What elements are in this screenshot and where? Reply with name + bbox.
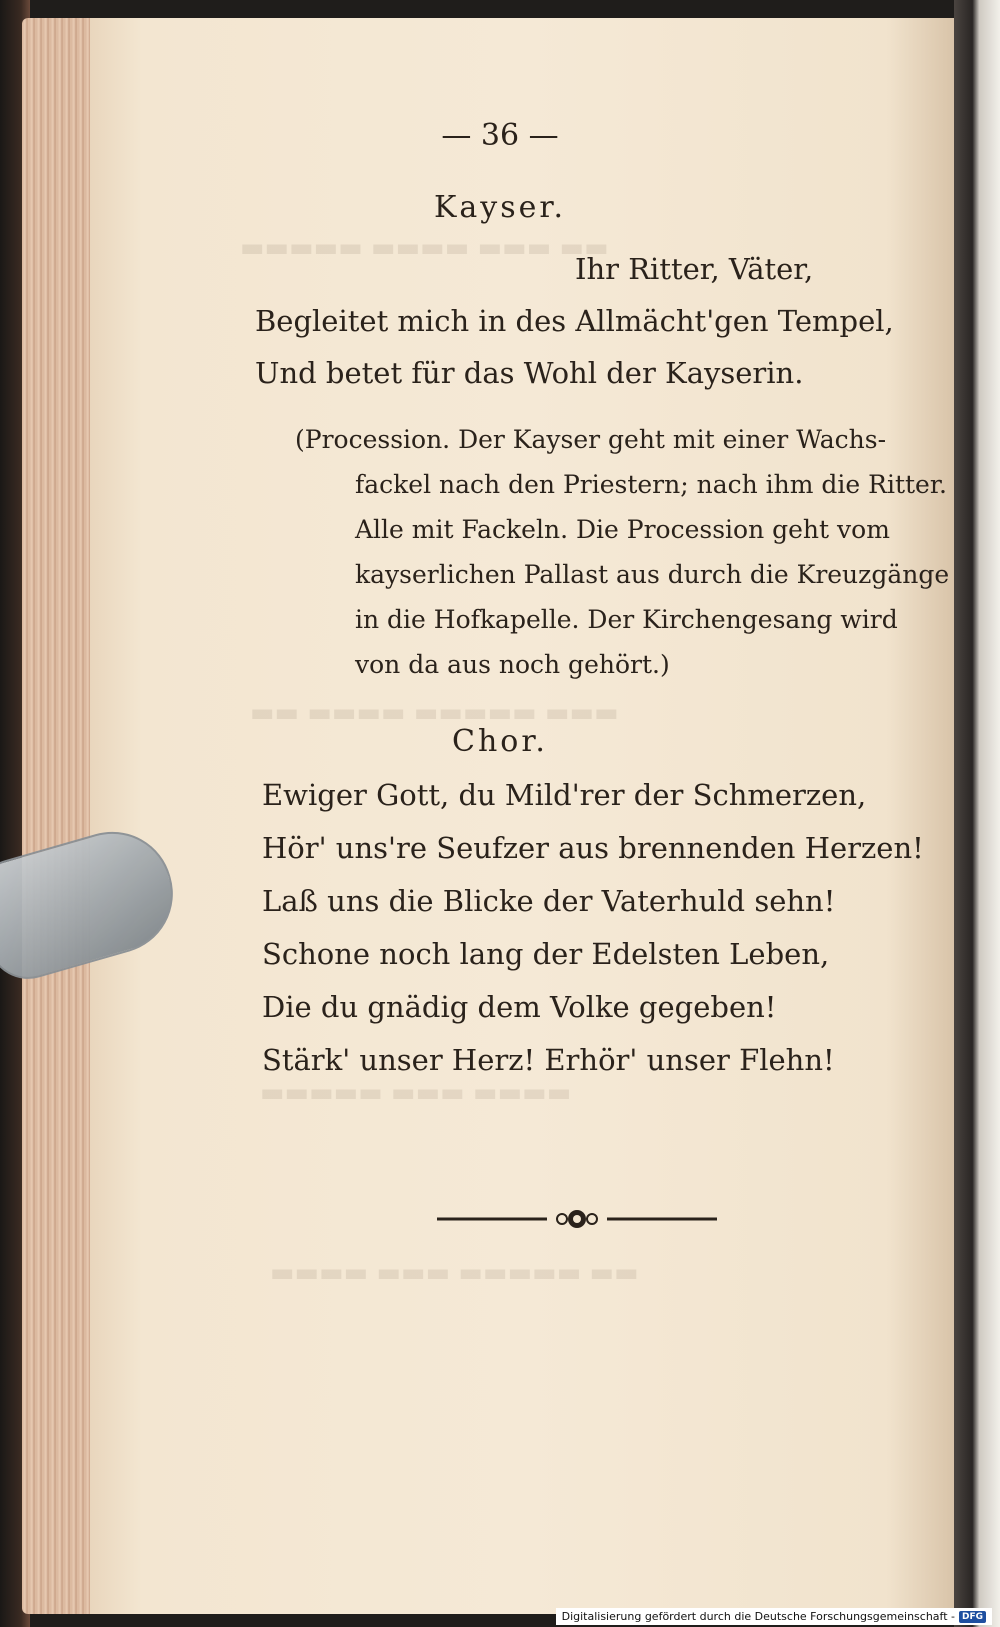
footer-text: Digitalisierung gefördert durch die Deutsche Forschungsgemeinschaft - <box>561 1610 955 1623</box>
bleed-through: ▬▬▬ ▬▬▬▬▬ ▬▬▬▬ ▬▬ <box>250 698 619 728</box>
bleed-through: ▬▬▬▬ ▬▬▬ ▬▬▬▬▬ <box>260 1078 572 1108</box>
book-page <box>90 18 956 1614</box>
verse-line: Schone noch lang der Edelsten Leben, <box>262 937 830 971</box>
dfg-logo: DFG <box>959 1611 986 1623</box>
bleed-through: ▬▬ ▬▬▬▬▬ ▬▬▬ ▬▬▬▬ <box>270 1258 639 1288</box>
stage-direction-line: fackel nach den Priestern; nach ihm die Ritter. <box>355 470 948 499</box>
speaker-chor: Chor. <box>452 724 548 759</box>
stage-direction-line: Alle mit Fackeln. Die Procession geht vom <box>355 515 890 544</box>
verse-line: Ihr Ritter, Väter, <box>575 252 814 286</box>
ornament-divider <box>437 1204 717 1234</box>
page-number: — 36 — <box>441 118 559 153</box>
stage-direction-line: von da aus noch gehört.) <box>355 650 670 679</box>
stage-direction-line: in die Hofkapelle. Der Kirchengesang wird <box>355 605 898 634</box>
verse-line: Laß uns die Blicke der Vaterhuld sehn! <box>262 884 836 918</box>
footer-credit <box>556 1608 992 1625</box>
verse-line: Hör' uns're Seufzer aus brennenden Herzen! <box>262 831 924 865</box>
bleed-through: ▬▬ ▬▬▬ ▬▬▬▬ ▬▬▬▬▬ <box>240 233 609 263</box>
verse-line: Stärk' unser Herz! Erhör' unser Flehn! <box>262 1043 835 1077</box>
verse-line: Und betet für das Wohl der Kayserin. <box>255 356 804 390</box>
stage-direction-line: (Procession. Der Kayser geht mit einer Wachs- <box>295 425 887 454</box>
speaker-kayser: Kayser. <box>434 190 566 225</box>
book-gutter <box>954 0 1000 1627</box>
verse-line: Die du gnädig dem Volke gegeben! <box>262 990 777 1024</box>
verse-line: Ewiger Gott, du Mild'rer der Schmerzen, <box>262 778 867 812</box>
verse-line: Begleitet mich in des Allmächt'gen Tempel, <box>255 304 894 338</box>
stage-direction-line: kayserlichen Pallast aus durch die Kreuzgänge <box>355 560 950 589</box>
